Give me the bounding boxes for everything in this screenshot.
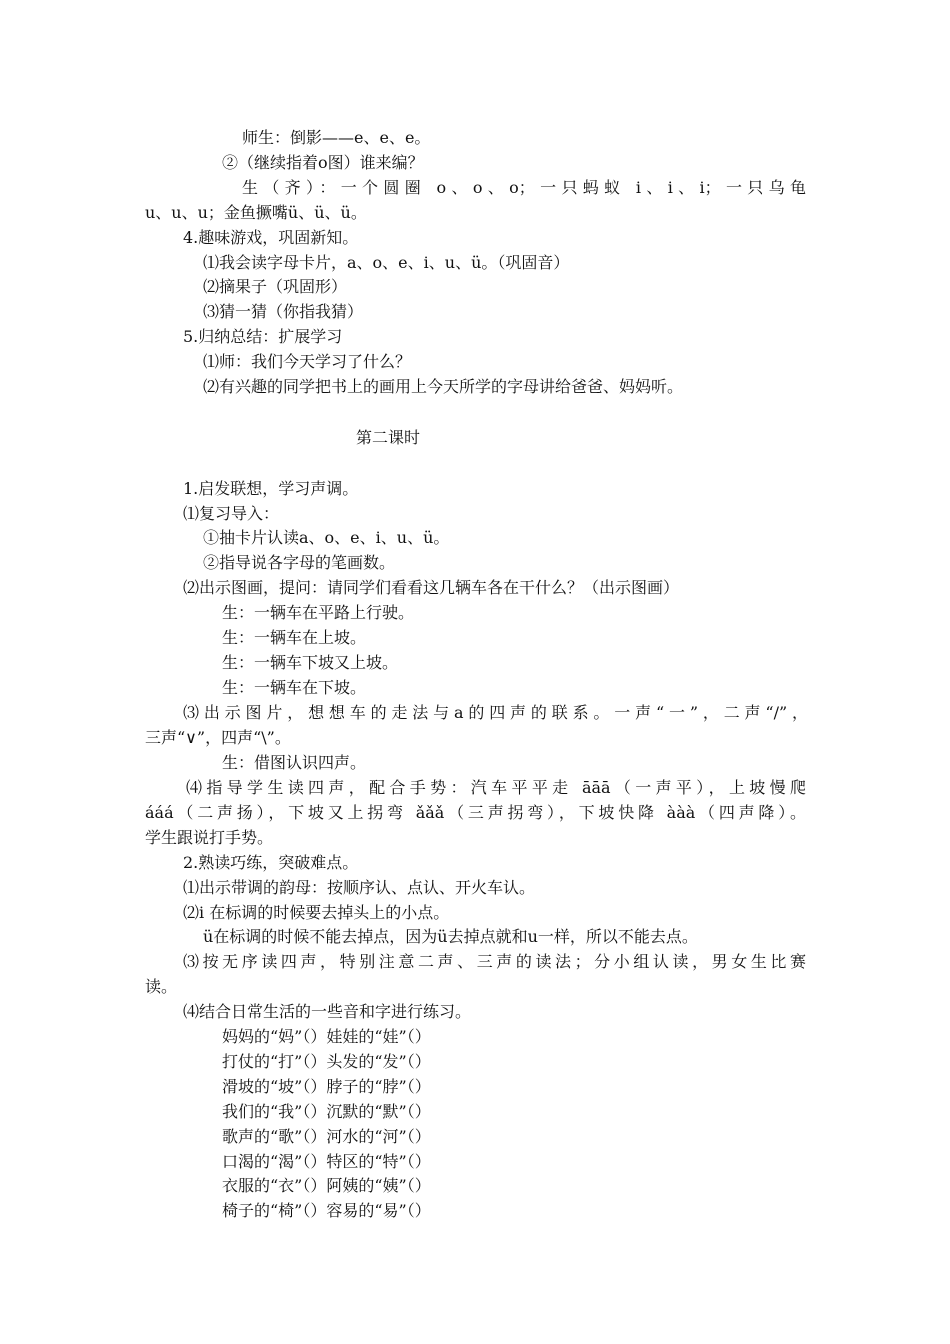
- text-line: ⑴师：我们今天学习了什么？: [203, 352, 412, 371]
- text-line: ①抽卡片认读a、o、e、i、u、ü。: [203, 528, 450, 547]
- text-line: ⑶按无序读四声，特别注意二声、三声的读法；分小组认读，男女生比赛: [183, 952, 806, 971]
- text-line: ⑷结合日常生活的一些音和字进行练习。: [183, 1002, 472, 1021]
- practice-item: 妈妈的“妈”（）娃娃的“娃”（）: [222, 1027, 431, 1046]
- practice-item: 口渴的“渴”（）特区的“特”（）: [222, 1152, 431, 1171]
- text-line: 生（齐）：一个圆圈 o、o、o；一只蚂蚁 i、i、i；一只乌龟: [242, 178, 806, 197]
- text-line: 学生跟说打手势。: [145, 828, 274, 847]
- text-line: ⑴出示带调的韵母：按顺序认、点认、开火车认。: [183, 878, 536, 897]
- text-line: 三声“∨”，四声“\”。: [145, 728, 291, 747]
- text-line: ⑵出示图画，提问：请同学们看看这几辆车各在干什么？（出示图画）: [183, 578, 680, 597]
- text-line: u、u、u；金鱼撅嘴ü、ü、ü。: [145, 203, 367, 222]
- section-heading: 5.归纳总结：扩展学习: [183, 327, 343, 346]
- text-line: ááá（二声扬），下坡又上拐弯 ǎǎǎ（三声拐弯），下坡快降 ààà（四声降）。: [145, 803, 806, 822]
- practice-item: 椅子的“椅”（）容易的“易”（）: [222, 1201, 431, 1220]
- text-line: 生：借图认识四声。: [222, 753, 367, 772]
- section-heading: 4.趣味游戏，巩固新知。: [183, 228, 359, 247]
- text-line: ⑵有兴趣的同学把书上的画用上今天所学的字母讲给爸爸、妈妈听。: [203, 377, 684, 396]
- text-line: 生：一辆车下坡又上坡。: [222, 653, 399, 672]
- text-line: 生：一辆车在平路上行驶。: [222, 603, 415, 622]
- text-line: ⑵i 在标调的时候要去掉头上的小点。: [183, 903, 450, 922]
- practice-item: 我们的“我”（）沉默的“默”（）: [222, 1102, 431, 1121]
- text-line: ⑵摘果子（巩固形）: [203, 277, 348, 296]
- text-line: ⑶出示图片，想想车的走法与a的四声的联系。一声“一”，二声“/”，: [183, 703, 808, 722]
- practice-item: 歌声的“歌”（）河水的“河”（）: [222, 1127, 431, 1146]
- text-line: 生：一辆车在上坡。: [222, 628, 367, 647]
- text-line: ⑴复习导入：: [183, 504, 280, 523]
- text-line: 生：一辆车在下坡。: [222, 678, 367, 697]
- section-heading: 2.熟读巧练，突破难点。: [183, 853, 359, 872]
- text-line: 师生：倒影——e、e、e。: [242, 128, 431, 147]
- text-line: ②（继续指着o图）谁来编？: [222, 153, 424, 172]
- text-line: ⑷指导学生读四声，配合手势：汽车平平走 āāā（一声平），上坡慢爬: [186, 778, 806, 797]
- practice-item: 衣服的“衣”（）阿姨的“姨”（）: [222, 1176, 431, 1195]
- section-heading: 1.启发联想，学习声调。: [183, 479, 359, 498]
- lesson-title: 第二课时: [356, 428, 421, 447]
- practice-item: 打仗的“打”（）头发的“发”（）: [222, 1052, 431, 1071]
- text-line: ⑴我会读字母卡片，a、o、e、i、u、ü。（巩固音）: [203, 253, 570, 272]
- text-line: ⑶猜一猜（你指我猜）: [203, 302, 364, 321]
- text-line: ②指导说各字母的笔画数。: [203, 553, 396, 572]
- text-line: ü在标调的时候不能去掉点，因为ü去掉点就和u一样，所以不能去点。: [203, 927, 698, 946]
- text-line: 读。: [145, 977, 178, 996]
- practice-item: 滑坡的“坡”（）脖子的“脖”（）: [222, 1077, 431, 1096]
